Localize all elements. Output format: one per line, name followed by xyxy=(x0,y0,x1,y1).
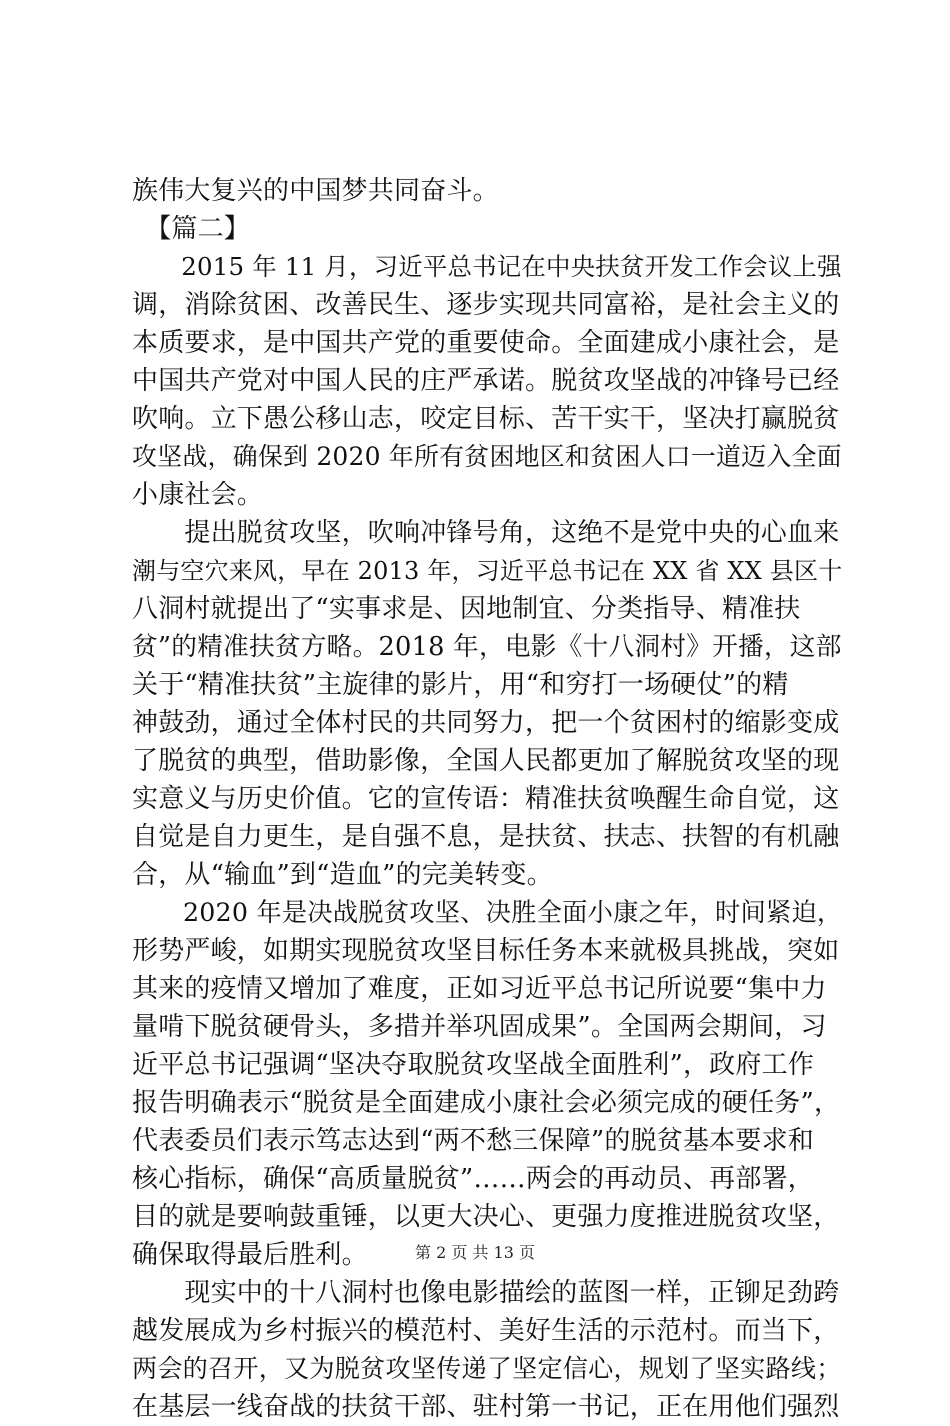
text-line: 调，消除贫困、改善民生、逐步实现共同富裕，是社会主义的 xyxy=(132,290,840,320)
text-line: 攻坚战，确保到 2020 年所有贫困地区和贫困人口一道迈入全面 xyxy=(132,442,842,471)
page-footer xyxy=(0,1243,950,1263)
text-line: 目的就是要响鼓重锤，以更大决心、更强力度推进脱贫攻坚， xyxy=(132,1202,840,1232)
text-line: 了脱贫的典型，借助影像，全国人民都更加了解脱贫攻坚的现 xyxy=(132,746,840,776)
text-line: 近平总书记强调“坚决夺取脱贫攻坚战全面胜利”，政府工作 xyxy=(132,1050,814,1080)
page-number: 第 2 页 共 13 页 xyxy=(415,1243,535,1262)
text-line: 中国共产党对中国人民的庄严承诺。脱贫攻坚战的冲锋号已经 xyxy=(132,366,840,396)
text-line: 越发展成为乡村振兴的模范村、美好生活的示范村。而当下， xyxy=(132,1316,840,1346)
text-line: 形势严峻，如期实现脱贫攻坚目标任务本来就极具挑战，突如 xyxy=(132,936,840,966)
text-line: 在基层一线奋战的扶贫干部、驻村第一书记，正在用他们强烈 xyxy=(132,1392,840,1422)
text-line: 贫”的精准扶贫方略。2018 年，电影《十八洞村》开播，这部 xyxy=(132,632,842,662)
text-line: 报告明确表示“脱贫是全面建成小康社会必须完成的硬任务”， xyxy=(132,1088,841,1118)
text-line: 潮与空穴来风，早在 2013 年，习近平总书记在 XX 省 XX 县区十 xyxy=(132,557,843,585)
document-body xyxy=(132,172,843,1426)
text-line: 合，从“输血”到“造血”的完美转变。 xyxy=(132,860,553,890)
text-line: 2020 年是决战脱贫攻坚、决胜全面小康之年，时间紧迫， xyxy=(132,898,843,927)
text-line: 现实中的十八洞村也像电影描绘的蓝图一样，正铆足劲跨 xyxy=(132,1278,840,1308)
text-line: 自觉是自力更生，是自强不息，是扶贫、扶志、扶智的有机融 xyxy=(132,822,840,852)
text-line: 小康社会。 xyxy=(132,480,264,510)
text-line: 2015 年 11 月，习近平总书记在中央扶贫开发工作会议上强 xyxy=(132,252,842,281)
text-line: 核心指标，确保“高质量脱贫”……两会的再动员、再部署， xyxy=(132,1164,814,1194)
text-line: 量啃下脱贫硬骨头，多措并举巩固成果”。全国两会期间，习 xyxy=(132,1012,827,1042)
text-line: 本质要求，是中国共产党的重要使命。全面建成小康社会，是 xyxy=(132,328,840,358)
text-line: 神鼓劲，通过全体村民的共同努力，把一个贫困村的缩影变成 xyxy=(132,708,840,738)
text-line: 提出脱贫攻坚，吹响冲锋号角，这绝不是党中央的心血来 xyxy=(132,518,840,548)
text-line: 其来的疫情又增加了难度，正如习近平总书记所说要“集中力 xyxy=(132,974,827,1004)
text-line: 吹响。立下愚公移山志，咬定目标、苦干实干，坚决打赢脱贫 xyxy=(132,404,840,434)
text-line: 族伟大复兴的中国梦共同奋斗。 xyxy=(132,176,499,206)
text-line: 关于“精准扶贫”主旋律的影片，用“和穷打一场硬仗”的精 xyxy=(132,670,789,700)
text-line: 代表委员们表示笃志达到“两不愁三保障”的脱贫基本要求和 xyxy=(132,1126,814,1156)
text-line: 实意义与历史价值。它的宣传语：精准扶贫唤醒生命自觉，这 xyxy=(132,784,840,814)
text-line: 两会的召开，又为脱贫攻坚传递了坚定信心，规划了坚实路线； xyxy=(132,1354,842,1383)
text-line: 确保取得最后胜利。 xyxy=(132,1240,368,1270)
text-line: 八洞村就提出了“实事求是、因地制宜、分类指导、精准扶 xyxy=(132,594,801,624)
section-heading: 【篇二】 xyxy=(132,214,251,244)
